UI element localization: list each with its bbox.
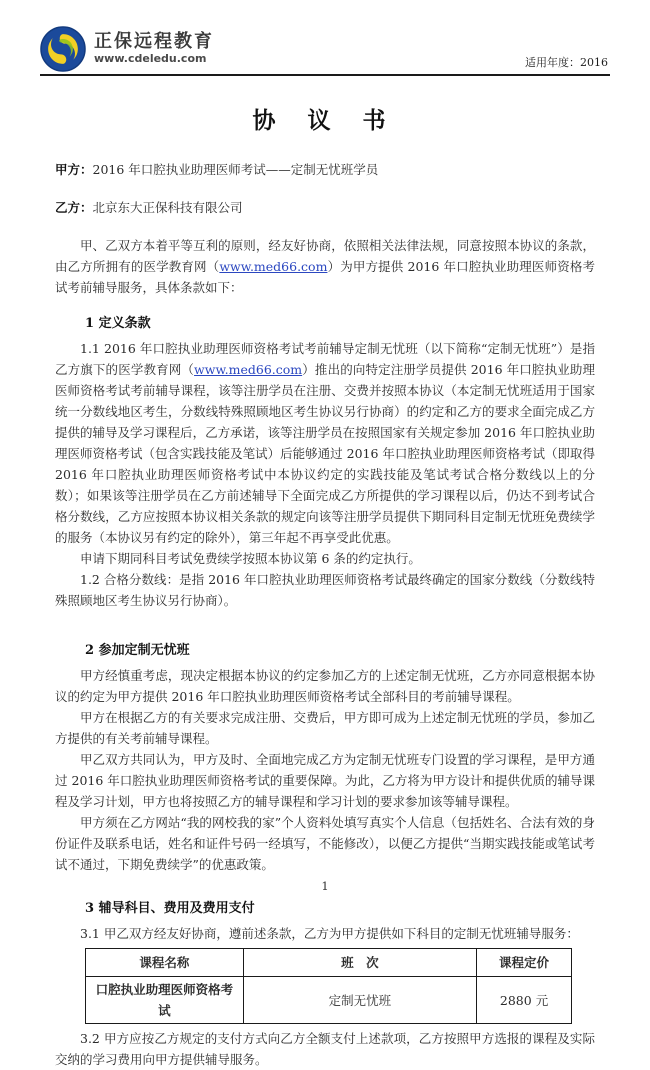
- clause-1-2: 1.2 合格分数线：是指 2016 年口腔执业助理医师资格考试最终确定的国家分数线（分数线特殊照顾地区考生协议另行协商）。: [55, 572, 595, 608]
- party-a-label: 甲方：: [55, 162, 93, 177]
- party-b-line: [55, 197, 595, 218]
- section-2-heading: 2 参加定制无忧班: [85, 643, 190, 658]
- section-3-heading: 3 辅导科目、费用及费用支付: [85, 901, 255, 916]
- cell-class-type: 定制无忧班: [243, 977, 476, 1024]
- clause-2-p1: 甲方经慎重考虑，现决定根据本协议的约定参加乙方的上述定制无忧班，乙方亦同意根据本协议的约定为甲方提供 2016 年口腔执业助理医师资格考试全部科目的考前辅导课程。: [55, 668, 595, 704]
- table-row: [86, 977, 572, 1024]
- party-b-label: 乙方：: [55, 200, 93, 215]
- applicable-year-label: 适用年度：2016: [525, 56, 608, 69]
- clause-1-1-post: ）推出的向特定注册学员提供 2016 年口腔执业助理医师资格考试考前辅导课程，该等注册学员在注册、交费并按照本协议（本定制无忧班适用于国家统一分数线地区考生，分数线特殊照顾地区考生协议另行协商）的约定和乙方的要求全面完成乙方提供的辅导及学习课程后，乙方承诺，该等注册学员在按照国家有关规定参加 2016 年口腔执业助理医师资格考试（包含实践技能及笔试）后能够通过 2016 年口腔执业助理医师资格考试（即取得 2016 年口腔执业助理医师资格考试中本协议约定的实践技能及笔试考试合格分数线以上的分数）；如果该等注册学员在乙方前述辅导下全面完成乙方所提供的学习课程以后，仍达不到考试合格分数线，乙方应按照本协议相关条款的规定向该等注册学员提供下期同科目定制无忧班免费续学的服务（本协议另有约定的除外），第三年起不再享受此优惠。: [55, 362, 595, 545]
- brand-name: 正保远程教育: [94, 31, 214, 53]
- section-1-heading: 1 定义条款: [85, 316, 151, 331]
- brand-text: [94, 32, 214, 65]
- brand-logo-icon: [40, 26, 86, 72]
- clause-3-1: 3.1 甲乙双方经友好协商，遵前述条款，乙方为甲方提供如下科目的定制无忧班辅导服务：: [80, 926, 579, 941]
- page-header: [40, 26, 610, 76]
- clause-1-1-pre: 1.1 2016 年口腔执业助理医师资格考试考前辅导定制无忧班（以下简称“定制无忧班”）是指乙方旗下的医学教育网（: [55, 341, 595, 377]
- clause-2-p3: 甲乙双方共同认为，甲方及时、全面地完成乙方为定制无忧班专门设置的学习课程，是甲方通过 2016 年口腔执业助理医师资格考试的重要保障。为此，乙方将为甲方设计和提供优质的辅导课程及学习计划，甲方也将按照乙方的辅导课程和学习计划的要求参加该等辅导课程。: [55, 752, 595, 809]
- med66-link[interactable]: www.med66.com: [219, 259, 328, 274]
- clause-3-2: 3.2 甲方应按乙方规定的支付方式向乙方全额支付上述款项，乙方按照甲方选报的课程及实际交纳的学习费用向甲方提供辅导服务。: [55, 1031, 595, 1067]
- page-number: 1: [321, 879, 329, 893]
- column-header-course-name: 课程名称: [86, 949, 244, 977]
- party-a-line: [55, 159, 595, 180]
- course-fee-table: [85, 948, 572, 1024]
- intro-paragraph: [55, 235, 595, 298]
- document-body: [55, 159, 595, 1070]
- cell-course-price: 2880 元: [477, 977, 572, 1024]
- cell-course-name: 口腔执业助理医师资格考试: [86, 977, 244, 1024]
- document-title: 协 议 书: [252, 107, 398, 134]
- intro-text-post: ）为甲方提供 2016 年口腔执业助理医师资格考试考前辅导服务，具体条款如下：: [55, 259, 595, 295]
- column-header-class-type: 班 次: [243, 949, 476, 977]
- med66-link-2[interactable]: www.med66.com: [194, 362, 303, 377]
- intro-text-pre: 甲、乙双方本着平等互利的原则，经友好协商，依照相关法律法规，同意按照本协议的条款，由乙方所拥有的医学教育网（: [55, 238, 595, 274]
- column-header-course-price: 课程定价: [477, 949, 572, 977]
- table-header-row: [86, 949, 572, 977]
- clause-renewal: 申请下期同科目考试免费续学按照本协议第 6 条的约定执行。: [80, 551, 421, 566]
- clause-1-1: [55, 338, 595, 548]
- brand-url: www.cdeledu.com: [94, 52, 207, 66]
- clause-2-p2: 甲方在根据乙方的有关要求完成注册、交费后，甲方即可成为上述定制无忧班的学员，参加乙方提供的有关考前辅导课程。: [55, 710, 595, 746]
- party-b-text: 北京东大正保科技有限公司: [92, 200, 243, 215]
- clause-2-p4: 甲方须在乙方网站“我的网校我的家”个人资料处填写真实个人信息（包括姓名、合法有效的身份证件及联系电话，姓名和证件号码一经填写，不能修改），以便乙方提供“当期实践技能或笔试考试不通过，下期免费续学”的优惠政策。: [55, 815, 595, 872]
- party-a-text: 2016 年口腔执业助理医师考试——定制无忧班学员: [92, 162, 379, 177]
